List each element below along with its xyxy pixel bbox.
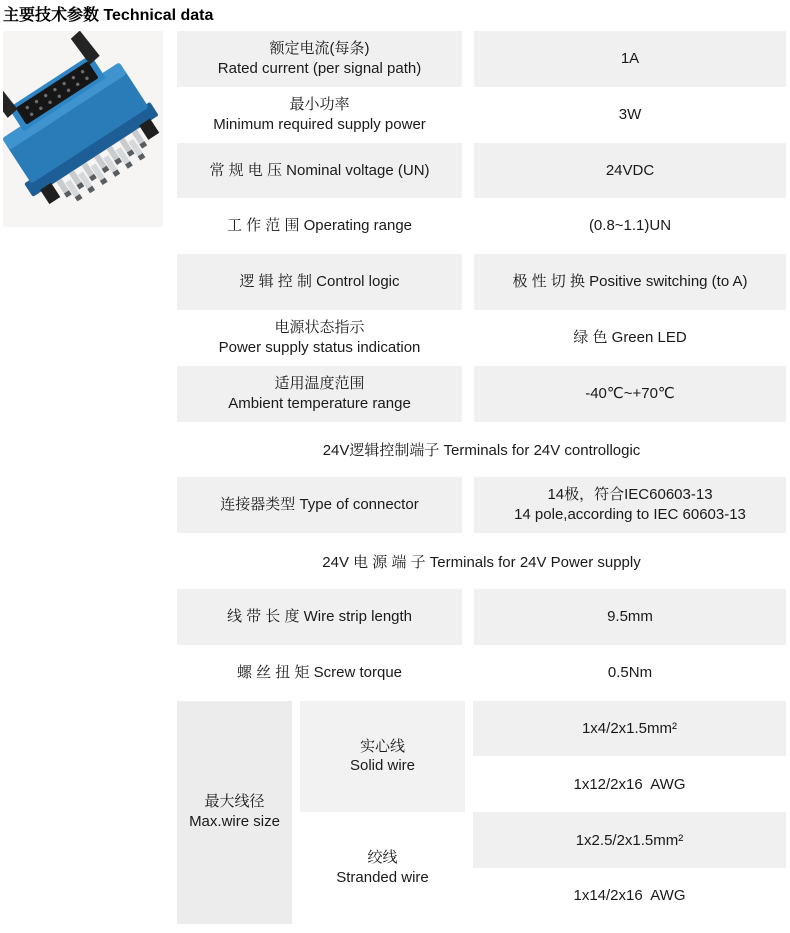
column-gutter	[462, 477, 474, 533]
table-row	[177, 589, 786, 645]
row-label-wire-strip-length: 线 带 长 度 Wire strip length	[177, 589, 462, 645]
table-row	[177, 366, 786, 422]
technical-data-table	[177, 31, 786, 924]
column-gutter	[462, 645, 474, 701]
stranded-wire-mm-value: 1x2.5/2x1.5mm²	[473, 812, 786, 868]
row-label-screw-torque: 螺 丝 扭 矩 Screw torque	[236, 663, 403, 681]
column-gutter	[462, 589, 474, 645]
column-gutter	[462, 310, 474, 366]
row-label-connector-type: 连接器类型 Type of connector	[177, 477, 462, 533]
section-header-power-terminals: 24V 电 源 端 子 Terminals for 24V Power supply	[177, 533, 786, 589]
solid-wire-awg-value: 1x12/2x16 AWG	[573, 775, 686, 793]
wire-size-values-column	[473, 701, 786, 924]
row-label-nominal-voltage: 常 规 电 压 Nominal voltage (UN)	[177, 143, 462, 199]
table-row	[177, 645, 786, 701]
row-label-control-logic: 逻 辑 控 制 Control logic	[177, 254, 462, 310]
stranded-wire-label: 绞线 Stranded wire	[336, 849, 429, 886]
column-gutter	[292, 701, 300, 924]
row-value-rated-current: 1A	[474, 31, 786, 87]
product-photo	[3, 31, 163, 227]
column-gutter	[462, 87, 474, 143]
table-row	[177, 198, 786, 254]
column-gutter	[462, 31, 474, 87]
row-label-status-indication: 电源状态指示 Power supply status indication	[218, 319, 421, 356]
row-value-status-indication: 绿 色 Green LED	[573, 328, 687, 346]
column-gutter	[462, 198, 474, 254]
row-value-temperature-range: -40℃~+70℃	[474, 366, 786, 422]
row-value-control-logic: 极 性 切 换 Positive switching (to A)	[474, 254, 786, 310]
row-label-rated-current: 额定电流(每条) Rated current (per signal path)	[177, 31, 462, 87]
row-value-min-power: 3W	[618, 105, 642, 123]
table-row	[177, 310, 786, 366]
table-row	[177, 254, 786, 310]
row-value-screw-torque: 0.5Nm	[607, 663, 653, 681]
connector-image	[3, 31, 163, 227]
section-header-control-terminals: 24V逻辑控制端子 Terminals for 24V controllogic	[177, 422, 786, 478]
stranded-wire-awg-value: 1x14/2x16 AWG	[573, 887, 686, 905]
row-value-nominal-voltage: 24VDC	[474, 143, 786, 199]
column-gutter	[462, 366, 474, 422]
column-gutter	[465, 701, 473, 924]
row-value-wire-strip-length: 9.5mm	[474, 589, 786, 645]
max-wire-size-label: 最大线径 Max.wire size	[177, 701, 292, 924]
table-row	[177, 477, 786, 533]
table-row	[177, 31, 786, 87]
column-gutter	[462, 254, 474, 310]
page-title: 主要技术参数 Technical data	[3, 7, 214, 24]
table-row	[177, 87, 786, 143]
row-value-operating-range: (0.8~1.1)UN	[588, 217, 672, 235]
row-label-min-power: 最小功率 Minimum required supply power	[213, 95, 426, 133]
solid-wire-label: 实心线 Solid wire	[300, 701, 465, 813]
row-label-operating-range: 工 作 范 围 Operating range	[226, 217, 413, 235]
row-value-connector-type: 14极，符合IEC60603-13 14 pole,according to IEC 60603-13	[474, 477, 786, 533]
max-wire-size-section	[177, 701, 786, 924]
table-row	[177, 143, 786, 199]
wire-type-column	[300, 701, 465, 924]
row-label-temperature-range: 适用温度范围 Ambient temperature range	[177, 366, 462, 422]
solid-wire-mm-value: 1x4/2x1.5mm²	[473, 701, 786, 757]
column-gutter	[462, 143, 474, 199]
